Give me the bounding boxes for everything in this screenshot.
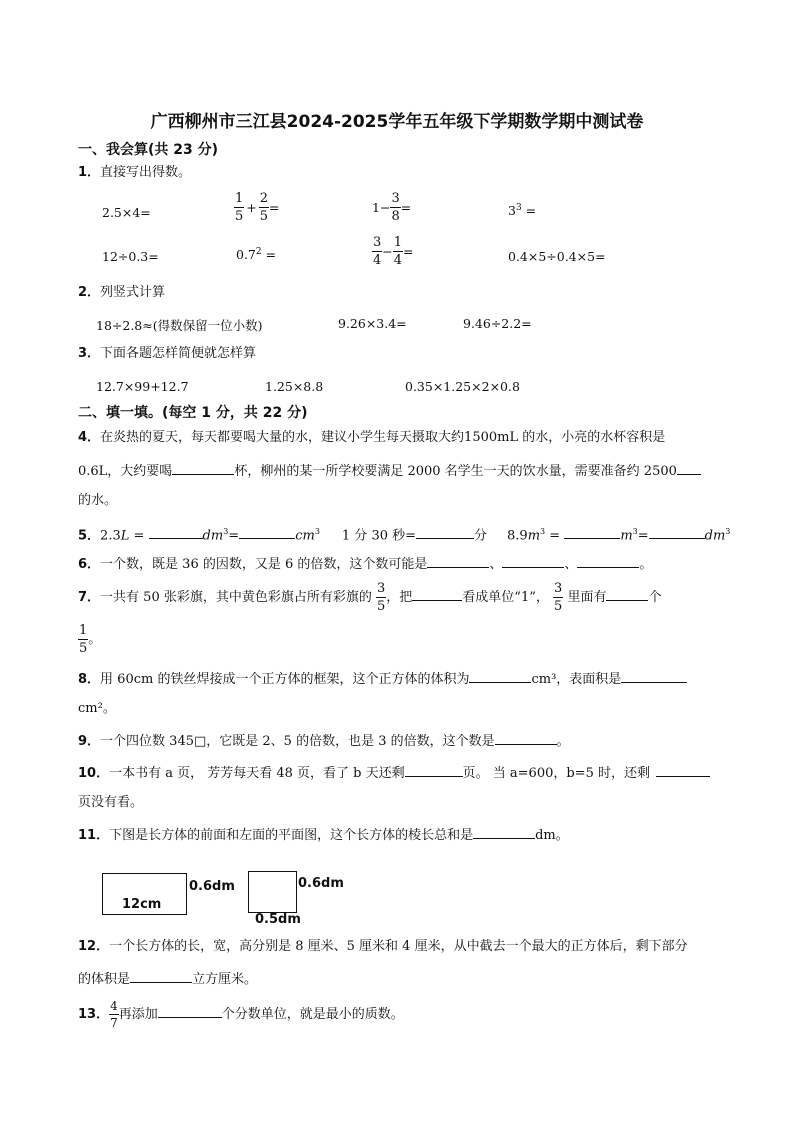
question-7: 7．一共有 50 张彩旗，其中黄色彩旗占所有彩旗的 $\frac{3}{5}$ ，把 看成单位“1”， $\frac{3}{5}$ 里面有 个	[78, 581, 662, 614]
question-13: 13． $\frac{4}{7}$ 再添加 个分数单位，就是最小的质数。	[78, 999, 404, 1030]
section-heading-1: 一、我会算(共 23 分)	[78, 142, 219, 158]
answer-blank[interactable]	[621, 668, 687, 683]
answer-blank[interactable]	[564, 524, 620, 539]
calc-item: 18÷2.8≈(得数保留一位小数)	[96, 318, 263, 333]
calc-item: $\frac{1}{5}$ + $\frac{2}{5}$ =	[235, 191, 280, 224]
answer-blank[interactable]	[649, 524, 705, 539]
question-10-line2: 页没有看。	[78, 795, 144, 810]
calc-item: 12.7×99+12.7	[96, 379, 189, 394]
calc-item: $0.7^2$ =	[236, 247, 277, 263]
answer-blank[interactable]	[158, 1003, 222, 1018]
question-7-line2: $\frac{1}{5}$ 。	[79, 623, 102, 656]
question-5: 5．$2.3L = dm^3= cm^3$ 1 分 30 秒= 分 $8.9m^3 = m^3= dm^3$	[78, 522, 730, 546]
question-12: 12．一个长方体的长，宽，高分别是 8 厘米、5 厘米和 4 厘米，从中截去一个最大的正方体后，剩下部分	[78, 939, 688, 954]
question-4-line2: 0.6L，大约要喝 杯，柳州的某一所学校要满足 2000 名学生一天的饮水量，需要准备约 2500	[78, 460, 701, 482]
question-2: 2．列竖式计算	[78, 285, 166, 300]
calc-item: 2.5×4=	[102, 205, 151, 220]
question-number: 1．	[78, 165, 101, 180]
question-10: 10．一本书有 a 页， 芳芳每天看 48 页，看了 b 天还剩 页。 当 a=600，b=5 时，还剩	[78, 762, 710, 784]
calc-item: 9.26×3.4=	[338, 316, 407, 331]
left-face-rect	[248, 871, 297, 913]
answer-blank[interactable]	[502, 553, 564, 568]
left-width-label: 0.5dm	[255, 912, 301, 927]
question-12-line2: 的体积是 立方厘米。	[78, 968, 257, 990]
answer-blank[interactable]	[405, 762, 463, 777]
answer-blank[interactable]	[412, 586, 462, 601]
calc-item: 0.4×5÷0.4×5=	[508, 249, 606, 264]
calc-item: $3^3$ =	[508, 203, 537, 219]
calc-item: 9.46÷2.2=	[463, 316, 532, 331]
answer-blank[interactable]	[656, 762, 710, 777]
answer-blank[interactable]	[606, 586, 648, 601]
question-1	[78, 163, 191, 183]
answer-blank[interactable]	[416, 524, 474, 539]
question-text: 直接写出得数。	[100, 165, 192, 180]
answer-blank[interactable]	[677, 460, 701, 475]
answer-blank[interactable]	[473, 824, 535, 839]
calc-item: 1− $\frac{3}{8}$ =	[372, 191, 412, 224]
question-9: 9．一个四位数 345□，它既是 2、5 的倍数，也是 3 的倍数，这个数是 。	[78, 730, 570, 752]
question-8-line2: cm²。	[78, 701, 116, 716]
answer-blank[interactable]	[149, 524, 203, 539]
answer-blank[interactable]	[577, 553, 639, 568]
answer-blank[interactable]	[239, 524, 295, 539]
question-3: 3．下面各题怎样简便就怎样算	[78, 346, 257, 361]
answer-blank[interactable]	[469, 668, 531, 683]
answer-blank[interactable]	[130, 968, 192, 983]
section-heading-2: 二、填一填。(每空 1 分，共 22 分)	[78, 405, 308, 421]
question-4: 4．在炎热的夏天，每天都要喝大量的水，建议小学生每天摄取大约1500mL 的水，小亮的水杯容积是	[78, 430, 666, 445]
question-11: 11．下图是长方体的前面和左面的平面图，这个长方体的棱长总和是 dm。	[78, 824, 569, 846]
answer-blank[interactable]	[495, 730, 557, 745]
answer-blank[interactable]	[427, 553, 489, 568]
front-width-label: 12cm	[122, 897, 162, 912]
front-height-label: 0.6dm	[189, 879, 235, 894]
question-8: 8．用 60cm 的铁丝焊接成一个正方体的框架，这个正方体的体积为 cm³，表面积是	[78, 668, 687, 690]
question-6: 6．一个数，既是 36 的因数，又是 6 的倍数，这个数可能是 、 、 。	[78, 553, 652, 575]
page-title: 广西柳州市三江县2024-2025学年五年级下学期数学期中测试卷	[150, 112, 644, 132]
answer-blank[interactable]	[172, 460, 234, 475]
calc-item: 12÷0.3=	[102, 249, 159, 264]
calc-item: 1.25×8.8	[265, 379, 324, 394]
calc-item: 0.35×1.25×2×0.8	[405, 379, 520, 394]
left-height-label: 0.6dm	[298, 876, 344, 891]
calc-item: $\frac{3}{4}$ − $\frac{1}{4}$ =	[373, 235, 414, 268]
question-4-line3: 的水。	[78, 493, 118, 508]
